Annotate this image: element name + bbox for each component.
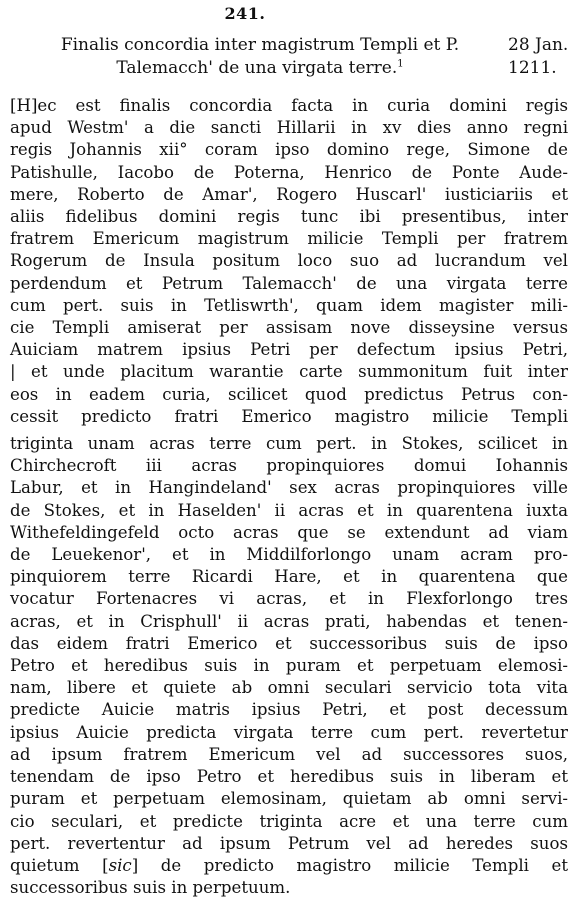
date-day: 28 Jan.	[508, 35, 569, 55]
text-line: mere, Roberto de Amar', Rogero Huscarl' iusticiariis et	[10, 184, 568, 204]
text-line: pert. revertentur ad ipsum Petrum vel ad heredes suos	[10, 833, 568, 853]
text-line: triginta unam acras terre cum pert. in Stokes, scilicet in	[10, 434, 568, 454]
text-line: fratrem Emericum magistrum milicie Templi per fratrem	[10, 229, 568, 249]
text-line: Chirchecroft iii acras propinquiores domui Iohannis	[10, 456, 568, 476]
text-line: Labur, et in Hangindeland' sex acras propinquiores ville	[10, 478, 568, 498]
text-line: apud Westm' a die sancti Hillarii in xv dies anno regni	[10, 118, 568, 138]
text-line: Patishulle, Iacobo de Poterna, Henrico de Ponte Aude-	[10, 162, 568, 182]
footnote-marker: 1	[397, 58, 404, 70]
charter-text	[10, 95, 568, 899]
text-line: acras, et in Crisphull' ii acras prati, habendas et tenen-	[10, 611, 568, 631]
heading-line	[20, 57, 500, 80]
text-line: quietum [sic] de predicto magistro milicie Templi et	[10, 855, 568, 875]
text-line: ad ipsum fratrem Emericum vel ad successores suos,	[10, 744, 568, 764]
text-line: [H]ec est finalis concordia facta in curia domini regis	[10, 96, 568, 115]
text-line: de Stokes, et in Haselden' ii acras et in quarentena iuxta	[10, 500, 568, 520]
heading-line: Finalis concordia inter magistrum Templi et P.	[60, 35, 460, 55]
text-line: Rogerum de Insula positum loco suo ad lucrandum vel	[10, 251, 568, 271]
marginal-date	[508, 34, 574, 80]
text-line: eos in eadem curia, scilicet quod predictus Petrus con-	[10, 384, 568, 404]
text-line: predicte Auicie matris ipsius Petri, et post decessum	[10, 700, 568, 720]
text-line: | et unde placitum warantie carte summonitum fuit inter	[10, 362, 568, 382]
text-line: puram et perpetuam elemosinam, quietam ab omni servi-	[10, 789, 568, 809]
text-line: das eidem fratri Emerico et successoribus suis de ipso	[10, 633, 568, 653]
text-line: perdendum et Petrum Talemacch' de una virgata terre	[10, 273, 568, 293]
text-line: Withefeldingefeld octo acras que se extendunt ad viam	[10, 522, 568, 542]
text-line: nam, libere et quiete ab omni seculari servicio tota vita	[10, 678, 568, 698]
text-line: ipsius Auicie predicta virgata terre cum pert. revertetur	[10, 722, 568, 742]
text-line: tenendam de ipso Petro et heredibus suis in liberam et	[10, 767, 568, 787]
date-year: 1211.	[508, 58, 557, 78]
text-line: regis Johannis xii° coram ipso domino rege, Simone de	[10, 140, 568, 160]
text-line: cio seculari, et predicte triginta acre et una terre cum	[10, 811, 568, 831]
text-line: successoribus suis in perpetuum.	[10, 878, 291, 898]
heading-line-text: Talemacch' de una virgata terre.	[116, 58, 398, 78]
text-line: cessit predicto fratri Emerico magistro milicie Templi	[10, 406, 568, 426]
text-line: Petro et heredibus suis in puram et perpetuam elemosi-	[10, 656, 568, 676]
text-line: Auiciam matrem ipsius Petri per defectum ipsius Petri,	[10, 340, 568, 360]
document-heading	[20, 34, 500, 80]
text-line: pinquiorem terre Ricardi Hare, et in quarentena que	[10, 567, 568, 587]
text-line: cum pert. suis in Tetliswrth', quam idem magister mili-	[10, 295, 568, 315]
text-line: cie Templi amiserat per assisam nove disseysine versus	[10, 318, 568, 338]
text-line: vocatur Fortenacres vi acras, et in Flexforlongo tres	[10, 589, 568, 609]
text-line: aliis fidelibus domini regis tunc ibi presentibus, inter	[10, 207, 568, 227]
document-number: 241.	[224, 4, 266, 23]
text-line: de Leuekenor', et in Middilforlongo unam acram pro-	[10, 545, 568, 565]
